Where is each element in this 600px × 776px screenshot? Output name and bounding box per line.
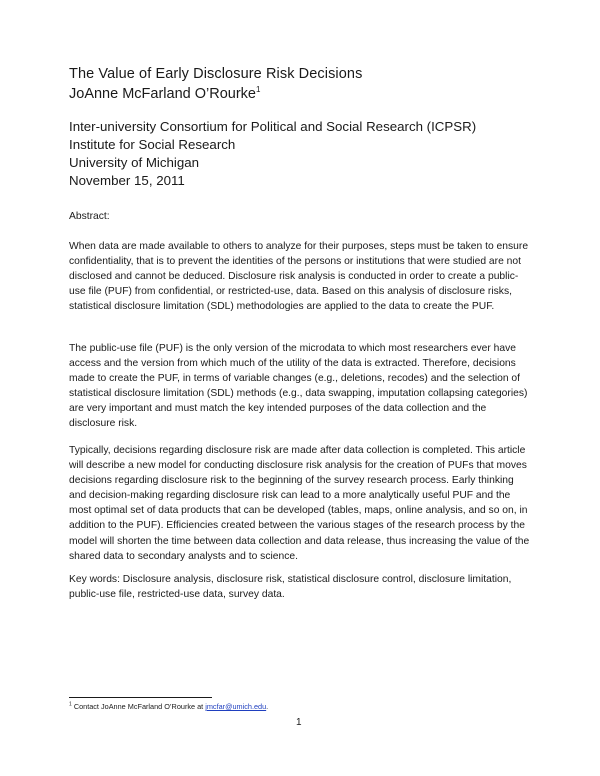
paper-title: The Value of Early Disclosure Risk Decisions	[69, 66, 363, 82]
author-line	[69, 84, 539, 104]
footnote-divider	[69, 697, 212, 698]
affiliation-org: Inter-university Consortium for Political and Social Research (ICPSR)	[69, 119, 477, 134]
footnote-marker: 1	[69, 701, 72, 708]
author-name: JoAnne McFarland O’Rourke	[69, 86, 256, 102]
footnote-text: Contact JoAnne McFarland O’Rourke at	[73, 702, 206, 711]
abstract-paragraph: Typically, decisions regarding disclosure risk are made after data collection is completed. This article will describe a new model for conducting disclosure risk analysis for the creation of PUFs that moves decisions regarding disclosure risk to the beginning of the survey research process. Early thinking and decision-making regarding disclosure risk can lead to a more analytically useful PUF and the most optimal set of data products that can be developed (tables, maps, online analysis, and so on, in addition to the PUF). Efficiencies created between the various stages of the research process by the model will shorten the time between data collection and data release, thus increasing the value of the shared data to secondary analysts and to science.	[69, 445, 530, 562]
abstract-paragraph: When data are made available to others to analyze for their purposes, steps must be taken to ensure confidentiality, that is to prevent the identities of the persons or institutions that were studied are not disclosed and cannot be deduced. Disclosure risk analysis is conducted in order to create a public-use file (PUF) from confidential, or restricted-use, data. Based on this analysis of disclosure risks, statistical disclosure limitation (SDL) methodologies are applied to the data to create the PUF.	[69, 241, 529, 313]
page-number: 1	[296, 717, 302, 728]
contact-email-link[interactable]: jmcfar@umich.edu	[205, 702, 267, 711]
footnote	[69, 702, 268, 712]
affiliation-block	[69, 118, 539, 190]
abstract-paragraph: The public-use file (PUF) is the only version of the microdata to which most researchers ever have access and the version from which much of the utility of the data is extracted. Therefore, decisions made to create the PUF, in terms of variable changes (e.g., deletions, recodes) and the selection of statistical disclosure limitation (SDL) methods (e.g., data swapping, imputation collapsing categories) are very important and must match the key intended purposes of the data collection and the disclosure risk.	[69, 343, 528, 430]
keywords-paragraph: Key words: Disclosure analysis, disclosure risk, statistical disclosure control, disclosure limitation, public-use file, restricted-use data, survey data.	[69, 574, 512, 601]
author-footnote-marker[interactable]: 1	[255, 85, 261, 95]
title-block	[69, 64, 539, 104]
abstract-heading: Abstract:	[69, 211, 110, 222]
footnote-trailing: .	[266, 702, 269, 711]
affiliation-university: University of Michigan	[69, 155, 200, 170]
affiliation-institute: Institute for Social Research	[69, 137, 236, 152]
publication-date: November 15, 2011	[69, 173, 185, 188]
